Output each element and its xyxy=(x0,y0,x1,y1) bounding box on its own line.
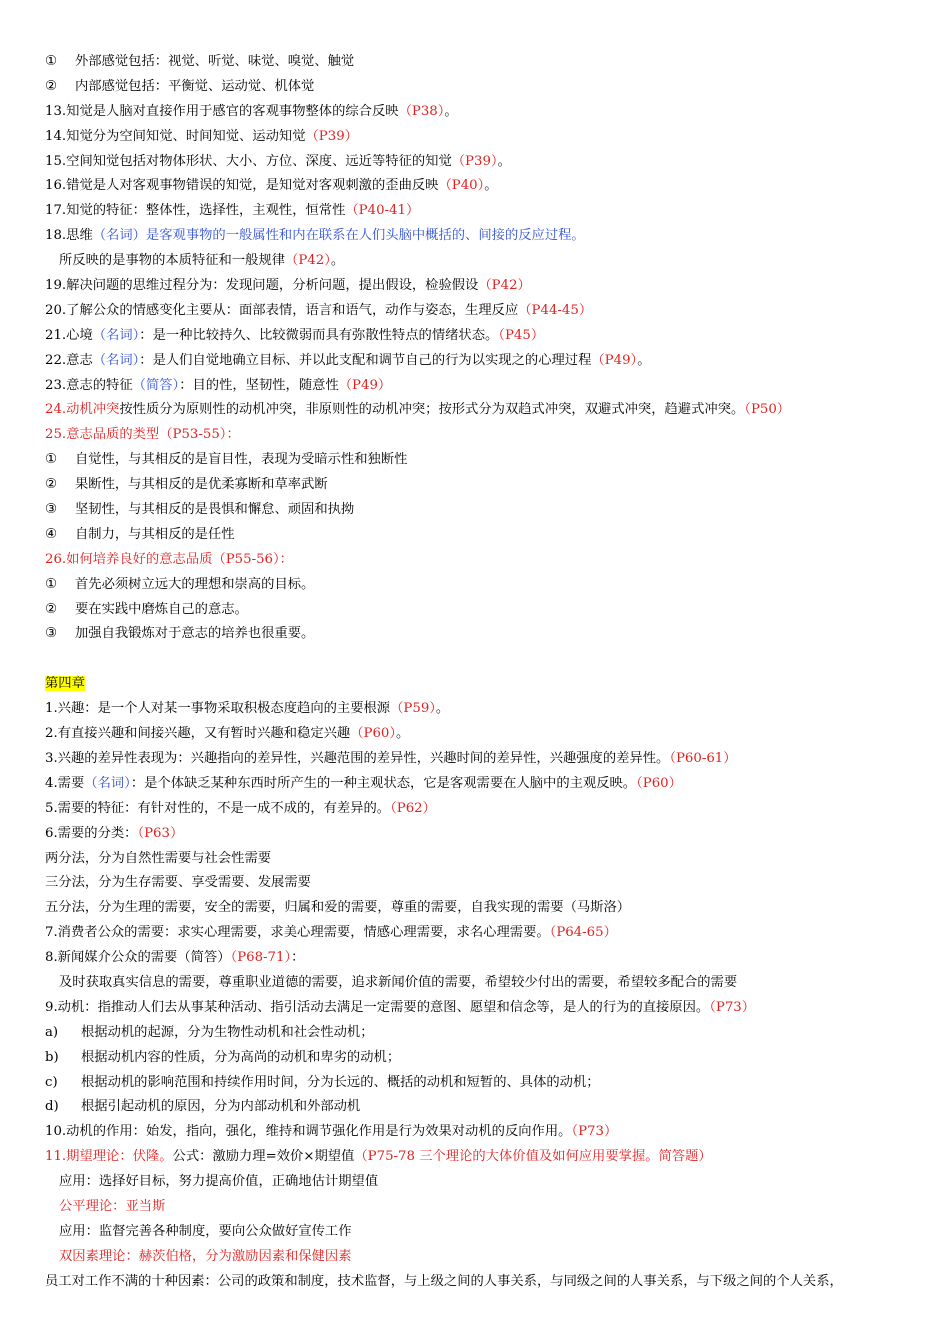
text-segment: （P44-45） xyxy=(518,302,593,318)
text-segment: （P50） xyxy=(744,402,791,418)
text-line xyxy=(45,722,935,747)
text-segment: （P40） xyxy=(438,178,485,194)
text-line xyxy=(45,1120,935,1145)
list-item xyxy=(45,473,935,498)
text-segment: 。 xyxy=(396,726,410,742)
text-segment: （P63） xyxy=(137,825,184,841)
text-line xyxy=(45,996,935,1021)
list-marker: ③ xyxy=(45,502,57,518)
text-segment: 加强自我锻炼对于意志的培养也很重要。 xyxy=(75,626,315,642)
list-marker: ② xyxy=(45,78,57,94)
text-segment: （名词） xyxy=(92,352,140,368)
text-segment: 10.动机的作用：始发，指向，强化，维持和调节强化作用是行为效果对动机的反向作用。 xyxy=(45,1124,572,1140)
text-segment: 17.知觉的特征：整体性，选择性，主观性，恒常性 xyxy=(45,203,346,219)
list-item xyxy=(45,75,935,100)
list-marker: ① xyxy=(45,54,57,69)
text-segment: （P49） xyxy=(591,352,638,368)
text-segment: 自觉性，与其相反的是盲目性，表现为受暗示性和独断性 xyxy=(75,452,408,468)
text-line xyxy=(45,896,935,921)
text-segment: （P73） xyxy=(709,999,756,1015)
text-segment: （P60） xyxy=(636,775,682,791)
text-segment: 按性质分为原则性的动机冲突，非原则性的动机冲突；按形式分为双趋式冲突，双避式冲突，趋避式冲突。 xyxy=(119,402,745,418)
text-segment: 11.期望理论：伏隆。 xyxy=(45,1149,173,1165)
text-segment: （P59） xyxy=(390,701,436,717)
text-line xyxy=(45,871,935,896)
text-line xyxy=(45,772,935,797)
text-line xyxy=(45,1170,935,1195)
text-segment: 7.消费者公众的需要：求实心理需要，求美心理需要，情感心理需要，求名心理需要。 xyxy=(45,925,550,941)
text-segment: 21.心境 xyxy=(45,327,93,343)
text-segment: 16.错觉是人对客观事物错误的知觉，是知觉对客观刺激的歪曲反映 xyxy=(45,178,439,194)
text-line xyxy=(45,100,935,125)
text-segment: 6.需要的分类： xyxy=(45,825,138,841)
text-segment: 15.空间知觉包括对物体形状、大小、方位、深度、远近等特征的知觉 xyxy=(45,153,452,169)
text-line xyxy=(45,274,935,299)
text-segment: 13.知觉是人脑对直接作用于感官的客观事物整体的综合反映 xyxy=(45,103,399,119)
text-segment: 员工对工作不满的十种因素：公司的政策和制度，技术监督，与上级之间的人事关系，与同级之间的人事关系，与下级之间的个人关系， xyxy=(45,1273,843,1289)
text-line xyxy=(45,1145,935,1170)
text-line xyxy=(45,747,935,772)
text-segment: ：是个体缺乏某种东西时所产生的一种主观状态，它是客观需要在人脑中的主观反映。 xyxy=(130,775,637,791)
text-segment: （P75-78 三个理论的大体价值及如何应用要掌握。简答题） xyxy=(354,1149,712,1165)
text-segment: （P64-65） xyxy=(549,925,617,941)
text-segment: 公平理论：亚当斯 xyxy=(59,1198,166,1214)
text-line xyxy=(45,125,935,150)
list-item xyxy=(45,1095,935,1120)
document-page xyxy=(45,50,935,1295)
text-segment: 20.了解公众的情感变化主要从：面部表情，语言和语气，动作与姿态，生理反应 xyxy=(45,302,519,318)
text-segment: 23.意志的特征 xyxy=(45,377,133,393)
text-segment: （名词） xyxy=(84,775,131,791)
text-segment: （P40-41） xyxy=(345,203,420,219)
text-segment: 三分法，分为生存需要、享受需要、发展需要 xyxy=(45,875,311,891)
list-item xyxy=(45,1046,935,1071)
list-item xyxy=(45,498,935,523)
text-segment: ： xyxy=(291,950,305,966)
list-marker: ① xyxy=(45,576,57,592)
text-segment: 坚韧性，与其相反的是畏惧和懈怠、顽固和执拗 xyxy=(75,502,355,518)
text-line xyxy=(45,548,935,573)
text-line xyxy=(45,423,935,448)
text-segment: 五分法，分为生理的需要，安全的需要，归属和爱的需要，尊重的需要，自我实现的需要（马斯洛） xyxy=(45,900,631,916)
text-segment: 首先必须树立远大的理想和崇高的目标。 xyxy=(75,576,315,592)
text-segment: （P49） xyxy=(338,377,392,393)
list-marker: b) xyxy=(45,1049,59,1065)
text-segment: （P39） xyxy=(451,153,498,169)
list-item xyxy=(45,1071,935,1096)
text-segment: 2.有直接兴趣和间接兴趣，又有暂时兴趣和稳定兴趣 xyxy=(45,726,351,742)
text-line xyxy=(45,299,935,324)
text-line xyxy=(45,971,935,996)
text-segment: 26.如何培养良好的意志品质（P55-56）： xyxy=(45,551,293,567)
text-line xyxy=(45,374,935,399)
text-line xyxy=(45,199,935,224)
text-line xyxy=(45,1220,935,1245)
list-marker: a) xyxy=(45,1024,59,1040)
text-line xyxy=(45,1245,935,1270)
list-item xyxy=(45,573,935,598)
text-segment: 4.需要 xyxy=(45,775,85,791)
list-item xyxy=(45,622,935,647)
list-item xyxy=(45,598,935,623)
text-segment: （简答） xyxy=(132,377,180,393)
text-segment: 自制力，与其相反的是任性 xyxy=(75,526,235,542)
text-segment: 。 xyxy=(330,253,345,269)
text-segment: 。 xyxy=(435,701,450,717)
text-segment: ：是人们自觉地确立目标、并以此支配和调节自己的行为以实现之的心理过程 xyxy=(139,352,592,368)
text-segment: 9.动机：指推动人们去从事某种活动、指引活动去满足一定需要的意图、愿望和信念等，是人的行为的直接原因。 xyxy=(45,999,710,1015)
list-marker: ① xyxy=(45,452,57,468)
text-segment: 根据动机的起源，分为生物性动机和社会性动机； xyxy=(81,1024,374,1040)
text-segment: （P39） xyxy=(305,128,358,144)
text-line xyxy=(45,349,935,374)
text-segment: 果断性，与其相反的是优柔寡断和草率武断 xyxy=(75,477,328,493)
text-segment: 根据动机的影响范围和持续作用时间，分为长远的、概括的动机和短暂的、具体的动机； xyxy=(81,1074,600,1090)
text-segment: 14.知觉分为空间知觉、时间知觉、运动知觉 xyxy=(45,128,306,144)
chapter-heading: 第四章 xyxy=(45,676,85,692)
text-segment: 双因素理论：赫茨伯格，分为激励因素和保健因素 xyxy=(59,1248,352,1264)
text-segment: 所反映的是事物的本质特征和一般规律 xyxy=(59,253,286,269)
text-segment: 。 xyxy=(497,153,511,169)
text-line xyxy=(45,1195,935,1220)
list-marker: c) xyxy=(45,1074,58,1090)
text-segment: （P45） xyxy=(498,327,545,343)
text-segment: （P73） xyxy=(571,1124,618,1140)
list-item xyxy=(45,448,935,473)
text-segment: （P38） xyxy=(398,103,445,119)
text-line xyxy=(45,249,935,274)
text-segment: （P42） xyxy=(478,278,531,294)
text-segment: 及时获取真实信息的需要，尊重职业道德的需要，追求新闻价值的需要，希望较少付出的需要，希望较多配合的需要 xyxy=(59,974,738,990)
text-segment: 根据动机内容的性质，分为高尚的动机和卑劣的动机； xyxy=(81,1049,401,1065)
text-line xyxy=(45,822,935,847)
text-segment: 24.动机冲突 xyxy=(45,402,120,418)
text-line xyxy=(45,946,935,971)
text-segment: 。 xyxy=(444,103,458,119)
text-segment: 应用：监督完善各种制度，要向公众做好宣传工作 xyxy=(59,1223,352,1239)
text-segment: 22.意志 xyxy=(45,352,93,368)
blank-line xyxy=(45,647,935,672)
list-marker: ② xyxy=(45,477,57,493)
text-segment: 公式：激励力理=效价×期望值 xyxy=(172,1149,355,1165)
text-segment: 5.需要的特征：有针对性的，不是一成不成的，有差异的。 xyxy=(45,800,391,816)
text-line xyxy=(45,324,935,349)
text-segment: 18.思维 xyxy=(45,228,93,244)
list-marker: ② xyxy=(45,601,57,617)
text-segment: （名词）是客观事物的一般属性和内在联系在人们头脑中概括的、间接的反应过程。 xyxy=(92,228,585,244)
text-segment: （P42） xyxy=(285,253,331,269)
text-segment: 1.兴趣：是一个人对某一事物采取积极态度趋向的主要根源 xyxy=(45,701,391,717)
text-segment: 25.意志品质的类型（P53-55）： xyxy=(45,427,240,443)
text-segment: 两分法，分为自然性需要与社会性需要 xyxy=(45,850,272,866)
text-line xyxy=(45,1270,935,1295)
list-item xyxy=(45,523,935,548)
text-segment: ：目的性，坚韧性，随意性 xyxy=(179,377,339,393)
list-marker: d) xyxy=(45,1099,59,1115)
text-segment: 外部感觉包括：视觉、听觉、味觉、嗅觉、触觉 xyxy=(75,54,355,69)
text-line xyxy=(45,847,935,872)
list-item xyxy=(45,50,935,75)
text-segment: 根据引起动机的原因，分为内部动机和外部动机 xyxy=(81,1099,361,1115)
text-segment: 19.解决问题的思维过程分为：发现问题，分析问题，提出假设，检验假设 xyxy=(45,278,479,294)
list-item xyxy=(45,1021,935,1046)
text-segment: 8.新闻媒介公众的需要（简答） xyxy=(45,950,231,966)
text-segment: 。 xyxy=(637,352,651,368)
list-marker: ③ xyxy=(45,626,57,642)
text-line xyxy=(45,150,935,175)
text-segment: （P60-61） xyxy=(669,750,737,766)
text-line xyxy=(45,797,935,822)
text-line xyxy=(45,174,935,199)
text-segment: （P68-71） xyxy=(230,950,292,966)
text-segment: 应用：选择好目标，努力提高价值，正确地估计期望值 xyxy=(59,1174,379,1190)
text-line xyxy=(45,921,935,946)
text-segment: 要在实践中磨炼自己的意志。 xyxy=(75,601,248,617)
text-segment: 。 xyxy=(484,178,498,194)
text-segment: （P60） xyxy=(350,726,397,742)
text-segment: （P62） xyxy=(390,800,436,816)
text-line xyxy=(45,398,935,423)
text-line xyxy=(45,672,935,697)
list-marker: ④ xyxy=(45,526,57,542)
text-line xyxy=(45,697,935,722)
text-segment: 内部感觉包括：平衡觉、运动觉、机体觉 xyxy=(75,78,315,94)
text-line xyxy=(45,224,935,249)
text-segment: （名词） xyxy=(92,327,140,343)
text-segment: 3.兴趣的差异性表现为：兴趣指向的差异性，兴趣范围的差异性，兴趣时间的差异性，兴趣强度的差异性。 xyxy=(45,750,670,766)
text-segment: ：是一种比较持久、比较微弱而具有弥散性特点的情绪状态。 xyxy=(139,327,499,343)
